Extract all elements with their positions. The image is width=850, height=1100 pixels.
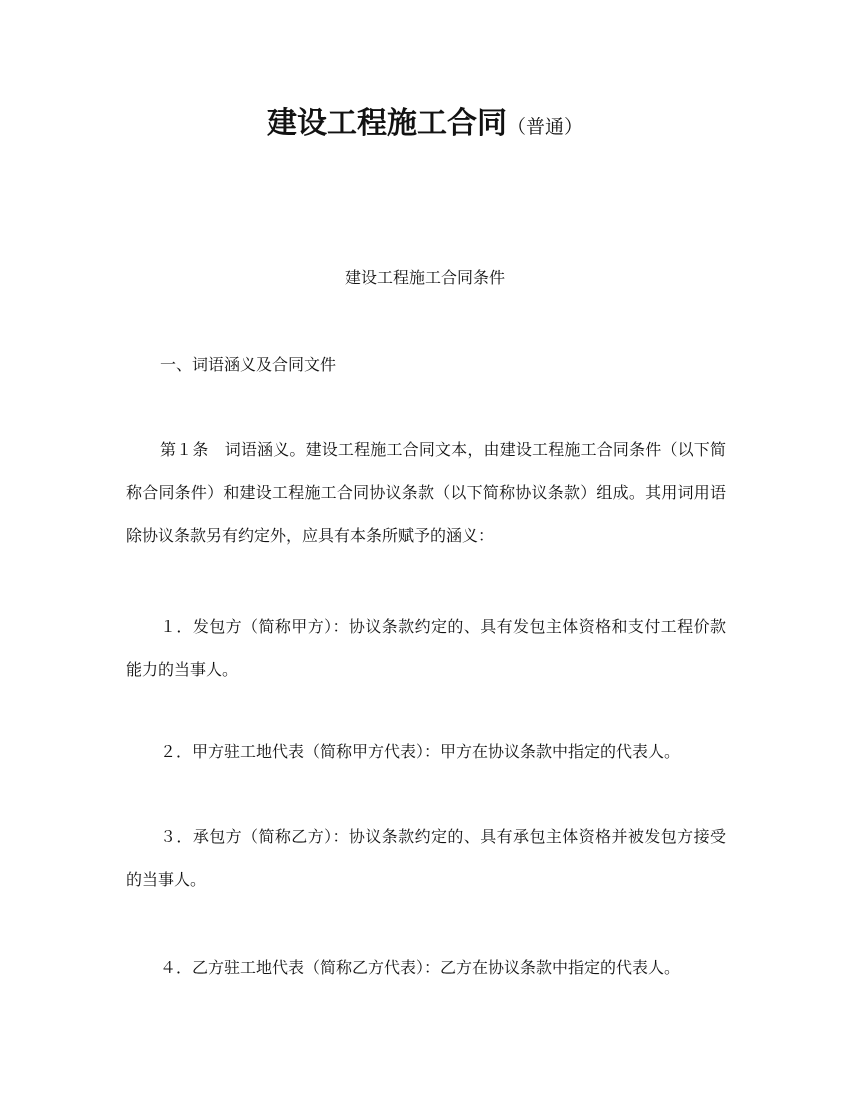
paragraph-item-2: ２．甲方驻工地代表（简称甲方代表）：甲方在协议条款中指定的代表人。	[160, 742, 681, 761]
section-heading: 一、词语涵义及合同文件	[160, 355, 337, 374]
paragraph-item-3: ３．承包方（简称乙方）：协议条款约定的、具有承包主体资格并被发包方接受的当事人。	[126, 827, 726, 889]
title-sub: （普通）	[506, 116, 583, 138]
paragraph-item-1: １．发包方（简称甲方）：协议条款约定的、具有发包主体资格和支付工程价款能力的当事人。	[126, 617, 726, 679]
title-main: 建设工程施工合同	[266, 106, 507, 141]
paragraph-article-1: 第１条 词语涵义。建设工程施工合同文本，由建设工程施工合同条件（以下简称合同条件）和建设工程施工合同协议条款（以下简称协议条款）组成。其用词用语除协议条款另有约定外，应具有本条所赋予的涵义：	[126, 440, 726, 545]
document-title	[0, 98, 850, 142]
document-subtitle: 建设工程施工合同条件	[344, 268, 505, 287]
paragraph-item-4: ４．乙方驻工地代表（简称乙方代表）：乙方在协议条款中指定的代表人。	[160, 958, 681, 977]
